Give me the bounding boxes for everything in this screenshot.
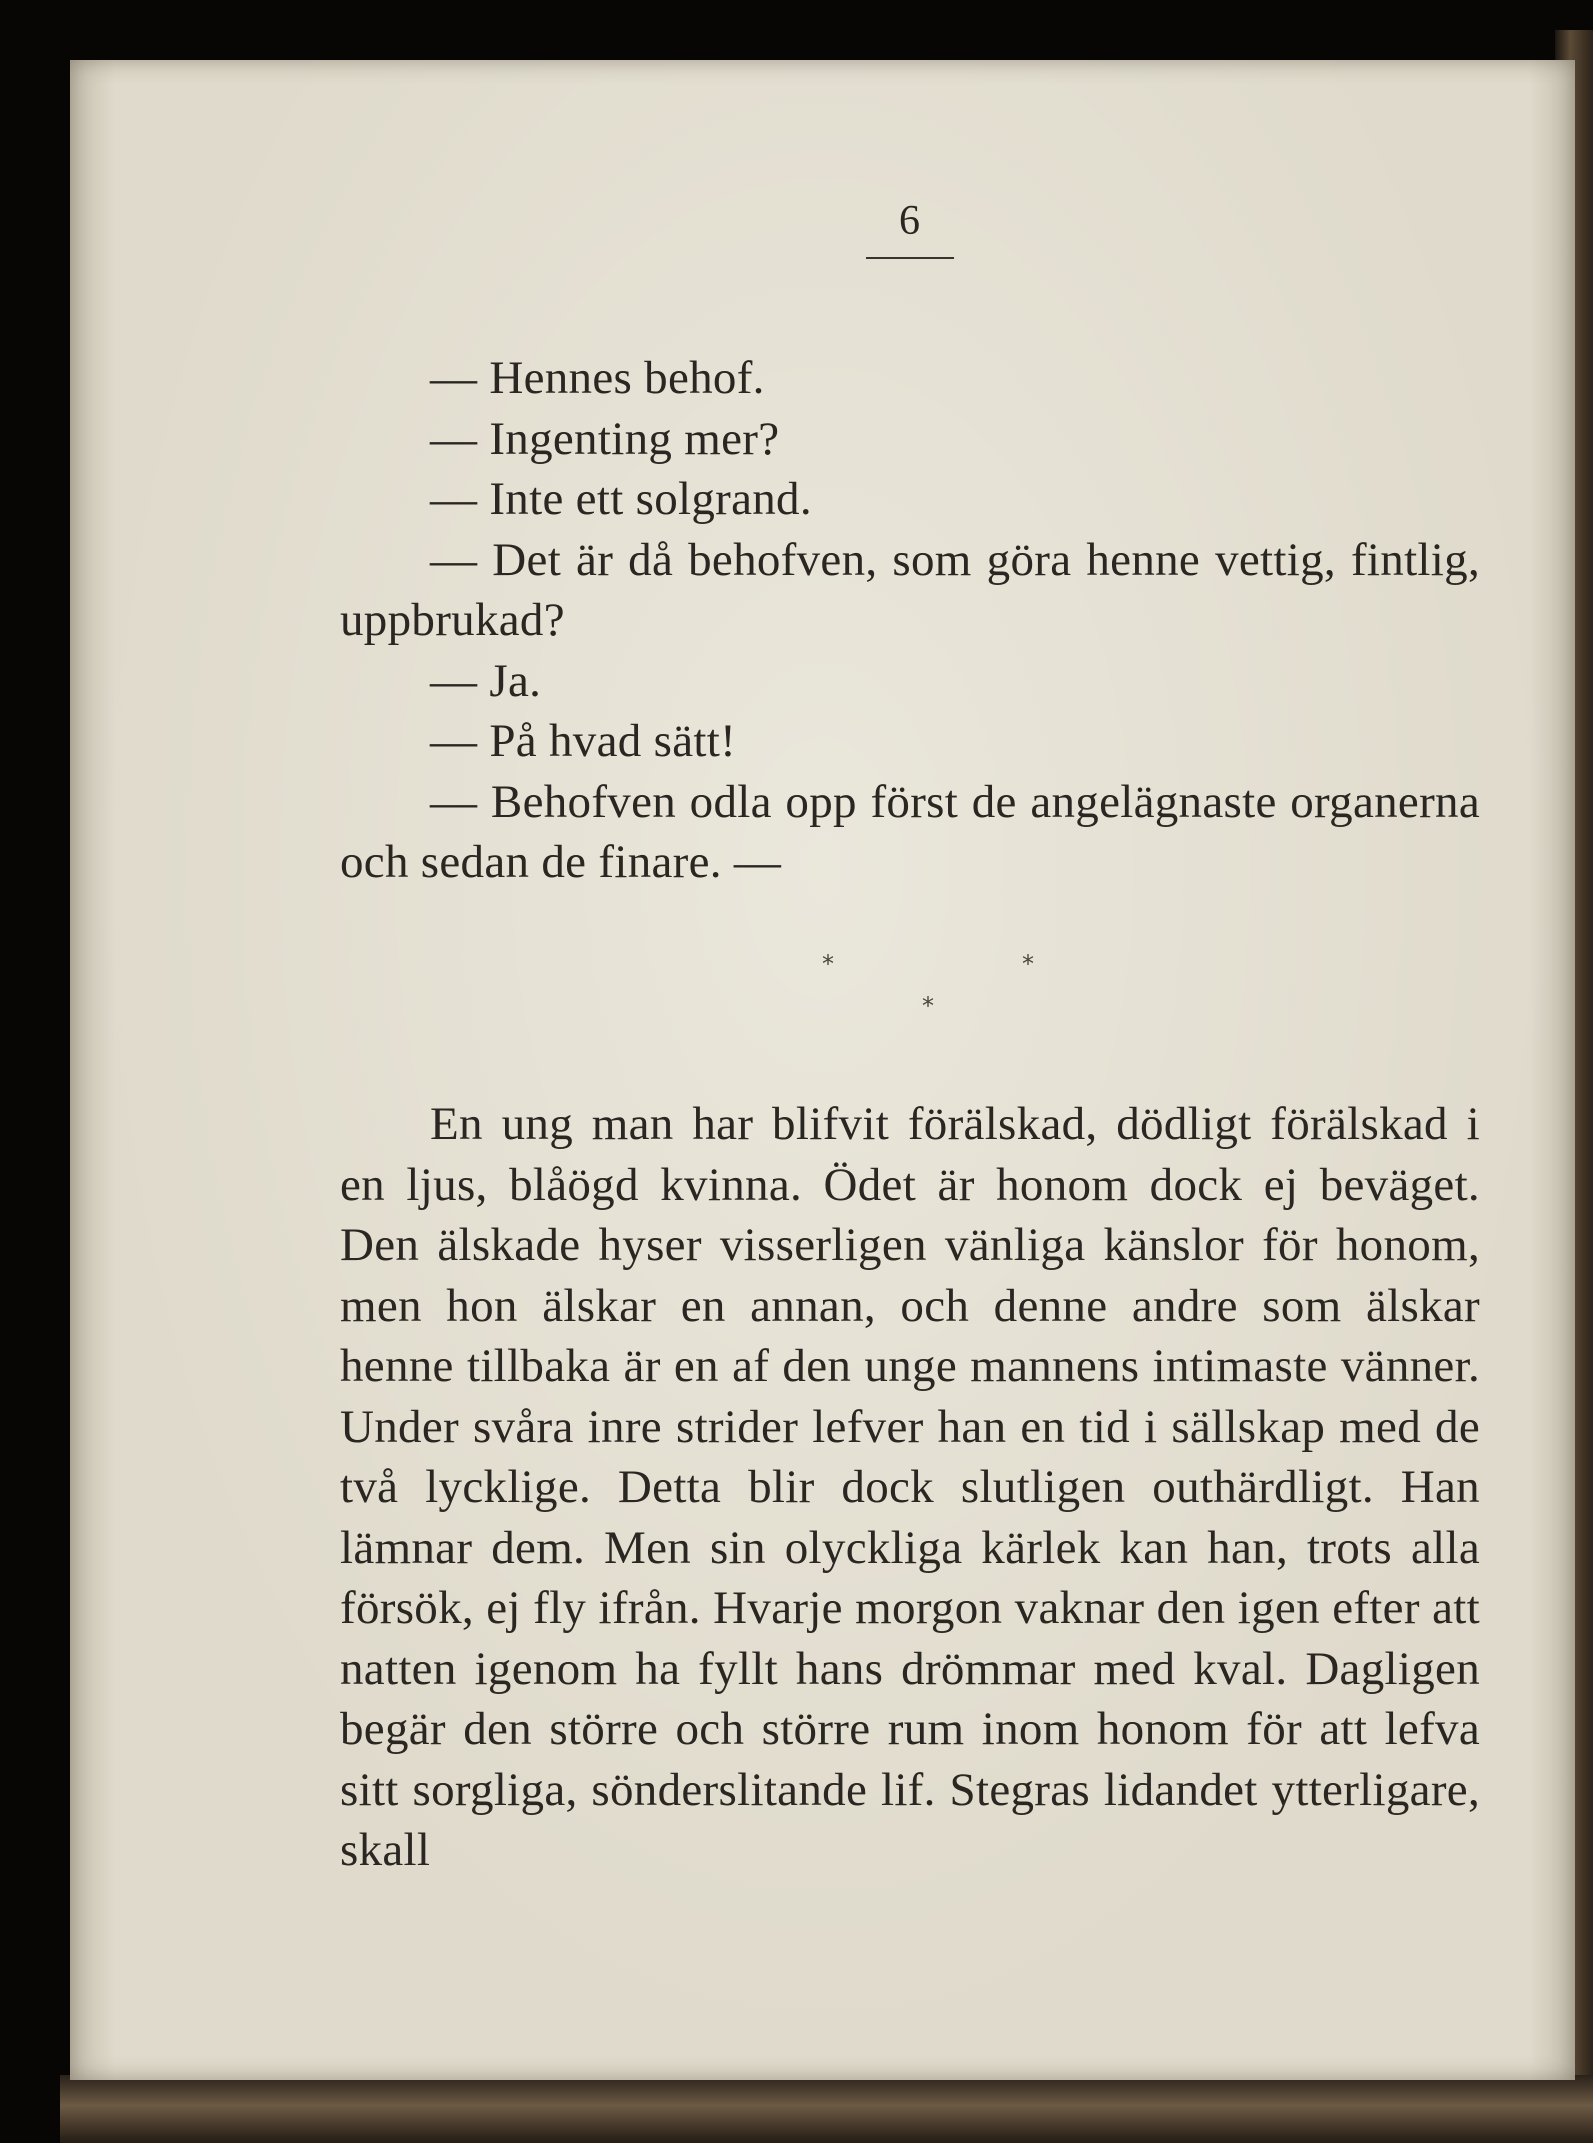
dialogue-line: — Behofven odla opp först de angelägnaste organerna och sedan de finare. — [340, 775, 1480, 888]
asterisk-mark: * [1022, 950, 1034, 978]
dialogue-line: — Det är då behofven, som göra henne vettig, fintlig, uppbrukad? [340, 533, 1480, 646]
page-number: 6 [899, 198, 921, 244]
prose-paragraph: En ung man har blifvit förälskad, dödligt förälskad i en ljus, blåögd kvinna. Ödet är honom dock ej beväget. Den älskade hyser visserligen vänliga känslor för honom, men hon älskar en annan, och denne andre som älskar henne tillbaka är en af den unge mannens intimaste vänner. Under svåra inre strider lefver han en tid i sällskap med de två lycklige. Detta blir dock slutligen outhärdligt. Han lämnar dem. Men sin olyckliga kärlek kan han, trots alla försök, ej fly ifrån. Hvarje morgon vaknar den igen efter att natten igenom ha fyllt hans drömmar med kval. Dagligen begär den större och större rum inom honom för att lefva sitt sorgliga, sönderslitande lif. Stegras lidandet ytterligare, skall [340, 1098, 1480, 1876]
dialogue-line: — Ja. [430, 654, 542, 707]
dialogue-line: — Hennes behof. [430, 352, 765, 404]
section-break-asterism [340, 952, 1480, 1032]
text-area [340, 60, 1480, 2080]
asterisk-mark: * [822, 950, 834, 978]
book-cover-edge-bottom [60, 2075, 1593, 2143]
page-number-rule [866, 257, 954, 259]
prose-section [340, 1094, 1480, 1881]
asterisk-mark: * [922, 992, 934, 1020]
dialogue-line: — På hvad sätt! [430, 715, 737, 767]
dialogue-line: — Inte ett solgrand. [430, 473, 812, 525]
dialogue-line: — Ingenting mer? [430, 412, 780, 465]
dialogue-section [340, 348, 1480, 893]
paper-page [70, 60, 1575, 2080]
